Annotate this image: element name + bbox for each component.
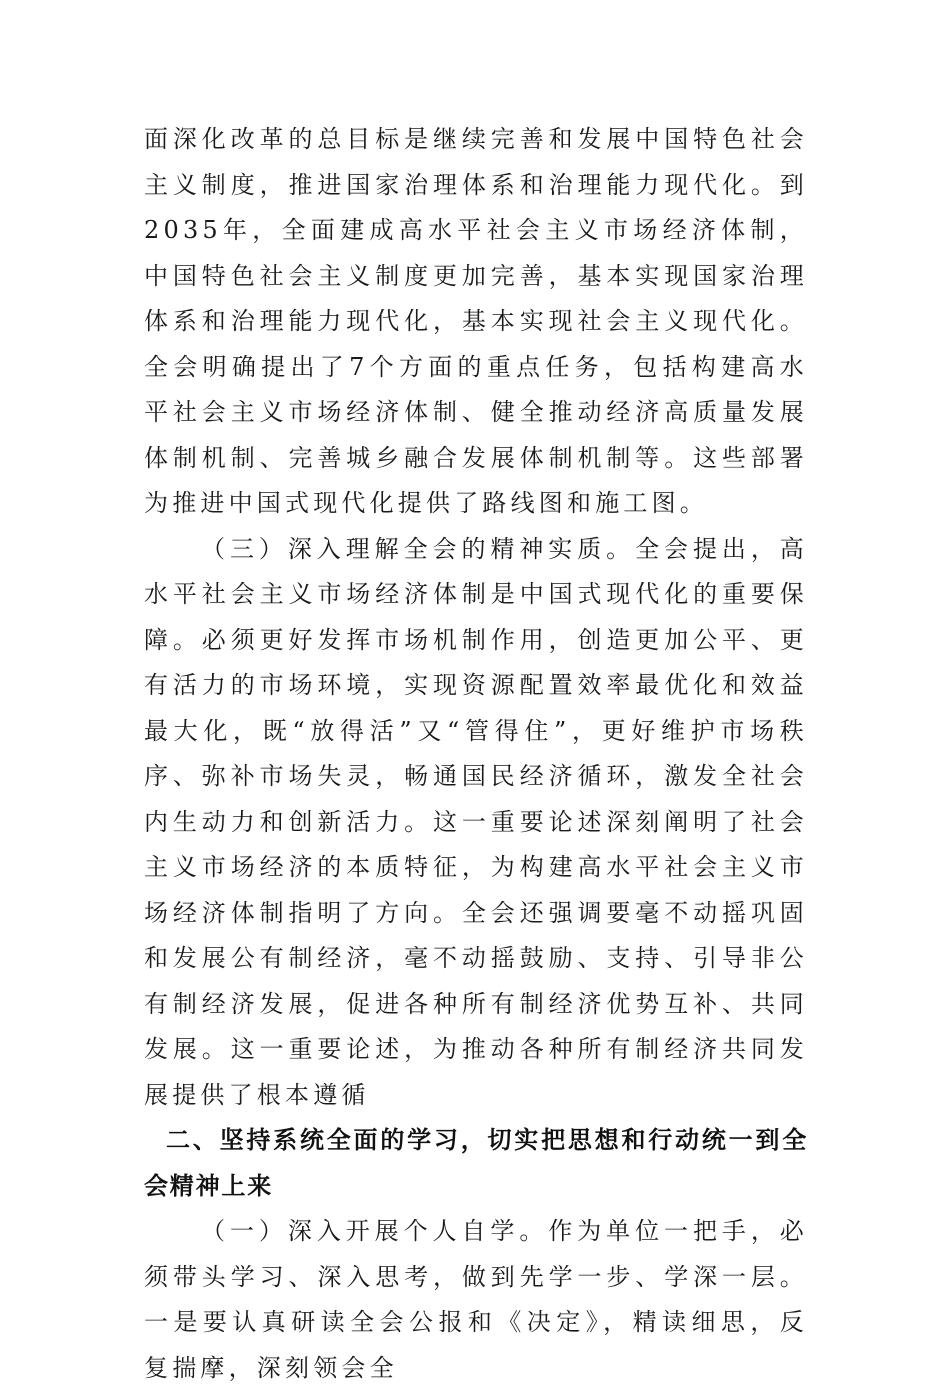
- document-body: [144, 117, 808, 1391]
- paragraph-reform-goal: 面深化改革的总目标是继续完善和发展中国特色社会主义制度，推进国家治理体系和治理能力现代化。到2035年，全面建成高水平社会主义市场经济体制，中国特色社会主义制度更加完善，基本实现国家治理体系和治理能力现代化，基本实现社会主义现代化。全会明确提出了7个方面的重点任务，包括构建高水平社会主义市场经济体制、健全推动经济高质量发展体制机制、完善城乡融合发展体制机制等。这些部署为推进中国式现代化提供了路线图和施工图。: [144, 125, 808, 517]
- paragraph-spirit-essence: （三）深入理解全会的精神实质。全会提出，高水平社会主义市场经济体制是中国式现代化的重要保障。必须更好发挥市场机制作用，创造更加公平、更有活力的市场环境，实现资源配置效率最优化和效益最大化，既“放得活”又“管得住”，更好维护市场秩序、弥补市场失灵，畅通国民经济循环，激发全社会内生动力和创新活力。这一重要论述深刻阐明了社会主义市场经济的本质特征，为构建高水平社会主义市场经济体制指明了方向。全会还强调要毫不动摇巩固和发展公有制经济，毫不动摇鼓励、支持、引导非公有制经济发展，促进各种所有制经济优势互补、共同发展。这一重要论述，为推动各种所有制经济共同发展提供了根本遵循: [144, 534, 808, 1109]
- section-heading-two: 二、坚持系统全面的学习，切实把思想和行动统一到全会精神上来: [144, 1126, 808, 1200]
- paragraph-personal-study: （一）深入开展个人自学。作为单位一把手，必须带头学习、深入思考，做到先学一步、学深一层。一是要认真研读全会公报和《决定》，精读细思，反复揣摩，深刻领会全: [144, 1217, 808, 1382]
